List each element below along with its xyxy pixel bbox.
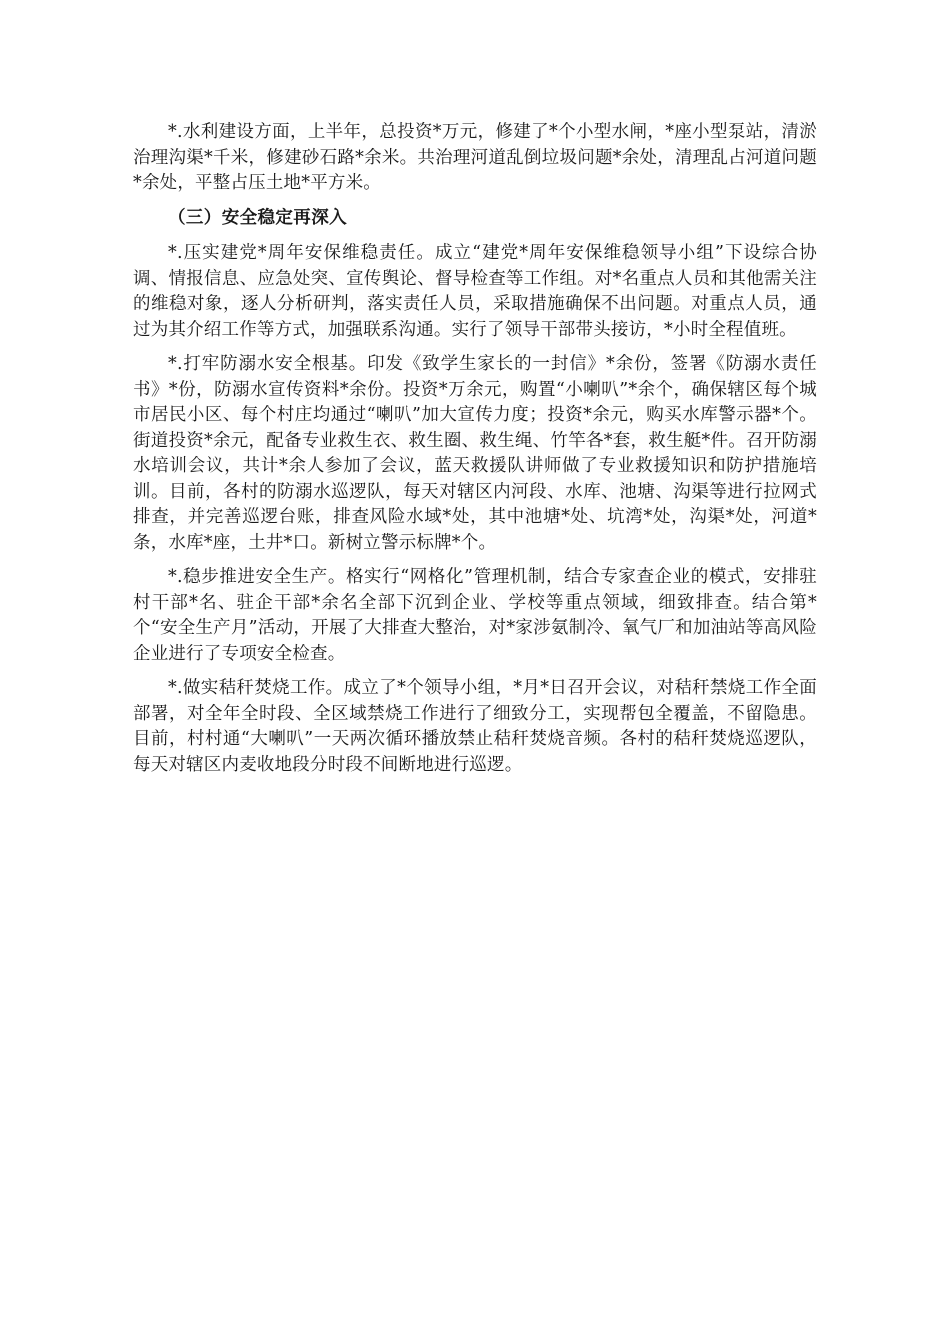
document-page — [133, 120, 817, 787]
paragraph-drowning-prevention: *.打牢防溺水安全根基。印发《致学生家长的一封信》*余份，签署《防溺水责任书》*份，防溺水宣传资料*余份。投资*万余元，购置“小喇叭”*余个，确保辖区每个城市居民小区、每个村庄均通过“喇叭”加大宣传力度；投资*余元，购买水库警示器*个。街道投资*余元，配备专业救生衣、救生圈、救生绳、竹竿各*套，救生艇*件。召开防溺水培训会议，共计*余人参加了会议，蓝天救援队讲师做了专业救援知识和防护措施培训。目前，各村的防溺水巡逻队，每天对辖区内河段、水库、池塘、沟渠等进行拉网式排查，并完善巡逻台账，排查风险水域*处，其中池塘*处、坑湾*处，沟渠*处，河道*条，水库*座，土井*口。新树立警示标牌*个。 — [133, 354, 817, 553]
paragraph-production-safety: *.稳步推进安全生产。格实行“网格化”管理机制，结合专家查企业的模式，安排驻村干部*名、驻企干部*余名全部下沉到企业、学校等重点领域，细致排查。结合第*个“安全生产月”活动，开展了大排查大整治，对*家涉氨制冷、氧气厂和加油站等高风险企业进行了专项安全检查。 — [133, 567, 817, 664]
paragraph-straw-burning: *.做实秸秆焚烧工作。成立了*个领导小组，*月*日召开会议，对秸秆禁烧工作全面部署，对全年全时段、全区域禁烧工作进行了细致分工，实现帮包全覆盖，不留隐患。目前，村村通“大喇叭”一天两次循环播放禁止秸秆焚烧音频。各村的秸秆焚烧巡逻队，每天对辖区内麦收地段分时段不间断地进行巡逻。 — [133, 678, 817, 775]
paragraph-security-responsibility: *.压实建党*周年安保维稳责任。成立“建党*周年安保维稳领导小组”下设综合协调、情报信息、应急处突、宣传舆论、督导检查等工作组。对*名重点人员和其他需关注的维稳对象，逐人分析研判，落实责任人员，采取措施确保不出问题。对重点人员，通过为其介绍工作等方式，加强联系沟通。实行了领导干部带头接访，*小时全程值班。 — [133, 243, 817, 340]
section-heading-safety: （三）安全稳定再深入 — [168, 207, 347, 228]
paragraph-water-conservancy: *.水利建设方面，上半年，总投资*万元，修建了*个小型水闸，*座小型泵站，清淤治理沟渠*千米，修建砂石路*余米。共治理河道乱倒垃圾问题*余处，清理乱占河道问题*余处，平整占压土地*平方米。 — [133, 122, 817, 193]
